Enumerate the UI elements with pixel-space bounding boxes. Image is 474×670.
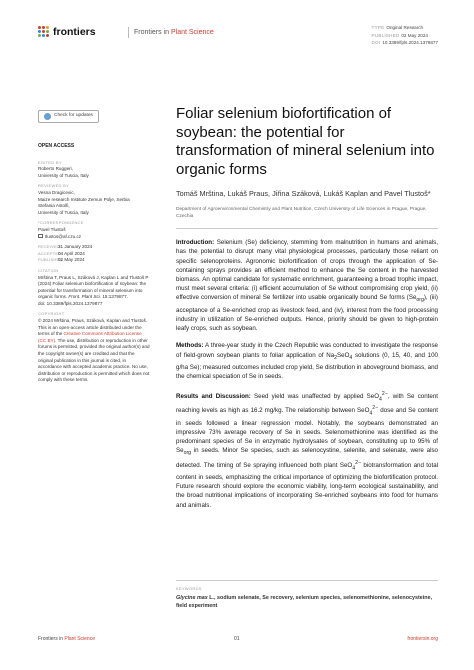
type-value: Original Research (386, 25, 424, 30)
accepted-value: 04 April 2024 (58, 250, 85, 256)
intro-heading: Introduction: (176, 239, 215, 247)
results-sup: 2− (355, 459, 361, 466)
editor-affil: University of Tuscia, Italy (38, 172, 89, 178)
reviewer-affil: University of Tuscia, Italy (38, 209, 89, 215)
reviewer-name: Vesna Dragicevic, (38, 189, 75, 195)
check-for-updates-button[interactable] (38, 110, 99, 123)
keywords-label: KEYWORDS (176, 586, 202, 591)
published-value: 02 May 2024 (58, 257, 85, 263)
results-sub: 4 (352, 464, 356, 471)
copyright-text: © 2024 Mrština, Praus, Száková, Kaplan and Tlustoš. This is an open-access article distributed under the terms of the (38, 318, 148, 337)
results-text: Seed yield was unaffected by applied SeO (250, 392, 380, 400)
editor-name: Roberto Ruggeri, (38, 166, 73, 172)
methods-sub: 4 (349, 354, 353, 361)
correspondence-email[interactable]: tlustos@af.czu.cz (45, 233, 82, 239)
cc-by-link[interactable]: Creative Commons Attribution License (CC BY) (38, 331, 142, 343)
dates (38, 244, 150, 264)
keyword-species: Glycine max (176, 595, 208, 601)
citation-text: Mrština T, Praus L, Száková J, Kaplan L and Tlustoš P (2024) Foliar selenium biofortification of soybean: the potential for transformation of mineral selenium into organic forms. (38, 274, 149, 300)
journal-accent: Plant Science (170, 29, 214, 36)
correspondence-email-row[interactable] (38, 234, 150, 241)
page-header (38, 24, 438, 48)
accepted-key: ACCEPTED (38, 250, 62, 256)
citation (38, 275, 150, 308)
open-access-label: OPEN ACCESS (38, 143, 75, 149)
intro-text: Selenium (Se) deficiency, stemming from malnutrition in humans and animals, has the potential to disrupt many vital physiological processes, particularly those reliant on specific selenoproteins. Agronomic biofortification of crops through the application of Se-containing sprays provides an efficient method to enhance the Se content in the harvested biomass. An optimal candidate for systematic enrichment, guaranteeing a broad trophic impact, must meet several criteria: (i) efficient accumulation of Se without compromising crop yield, (ii) effective conversion of mineral Se fertilizer into usable organically bound Se forms (Se (176, 239, 438, 302)
methods-text: A three-year study in the Czech Republic was conducted to investigate the response of field-grown soybean plants to foliar application of Na (176, 342, 438, 359)
footer-site-link[interactable]: frontiersin.org (407, 636, 438, 642)
abstract-introduction (176, 238, 438, 333)
article-title: Foliar selenium biofortification of soybean: the potential for transformation of mineral selenium into organic forms (176, 105, 435, 178)
doi-key: DOI (371, 40, 381, 45)
affiliation: Department of Agroenvironmental Chemistry and Plant Nutrition, Czech University of Life Sciences in Prague, Prague, Czechia (176, 207, 438, 229)
logo-text: frontiers (53, 26, 96, 38)
methods-sub: 2 (334, 354, 338, 361)
update-icon (44, 113, 51, 120)
published-key: PUBLISHED (38, 257, 63, 263)
copyright (38, 318, 150, 384)
published-value: 02 May 2024 (401, 32, 428, 38)
frontiers-logo[interactable] (38, 26, 96, 38)
sidebar (38, 110, 150, 388)
results-sup: 2− (372, 405, 379, 411)
citation-volume: 15:1379877. (101, 294, 128, 300)
mail-icon (38, 234, 43, 238)
citation-journal: Front. Plant Sci. (68, 294, 102, 300)
abstract-methods (176, 341, 438, 381)
results-sub: 4 (369, 410, 373, 417)
results-sup: 2− (381, 390, 388, 397)
footer-journal-prefix: Frontiers in (38, 636, 65, 642)
methods-formula: SeO (337, 351, 350, 359)
correspondence-name: Pavel Tlustoš (38, 226, 66, 232)
reviewer-affil: Maize research Institute Zemun Polje, Serbia (38, 196, 130, 202)
page-number: 01 (234, 636, 240, 642)
reviewed-by (38, 190, 150, 216)
frontiers-logo-icon (38, 26, 50, 38)
keyword-list: L., sodium selenate, Se recovery, selenium species, selenomethionine, selenocysteine, field experiment (176, 595, 433, 609)
results-text: in seeds. Minor Se species, such as selenocystine, selenite, and selenate, were also detected. The timing of Se spraying influenced both plant SeO (176, 447, 438, 469)
edited-by-label: EDITED BY (38, 159, 62, 165)
abstract-results (176, 390, 438, 510)
intro-sub: org (416, 297, 424, 304)
header-divider (128, 27, 129, 38)
check-updates-label: Check for updates (54, 113, 93, 119)
article-meta (372, 24, 438, 47)
citation-doi[interactable]: doi: 10.3389/fpls.2024.1379877 (38, 300, 103, 306)
published-key: PUBLISHED (371, 32, 400, 38)
journal-name[interactable] (134, 29, 214, 36)
intro-text-2: ), (iii) acceptance of a Se-enriched crop as livestock feed, and (iv), interest from the food processing industry in utilization of Se-enriched outputs. Hence, priority should be given to high-protein leafy crops, such as soybean. (176, 294, 438, 333)
reviewer-name: Stefania Astolfi, (38, 203, 70, 209)
article-main (176, 105, 438, 518)
footer-journal[interactable] (38, 636, 95, 642)
correspondence (38, 227, 150, 240)
copyright-label: COPYRIGHT (38, 311, 65, 317)
edited-by (38, 166, 150, 179)
results-sub: 4 (379, 395, 382, 402)
received-value: 31 January 2024 (58, 244, 93, 250)
results-sub: org (183, 450, 192, 457)
results-text: dose and Se content in seeds followed a linear regression model. Notably, the soybeans demonstrated an impressive 73% average recovery of Se in seeds. Selenomethionine was identified as the predominant species of Se in enzymatic hydrolysates of soybean, constituting up to 95% of Se (176, 407, 439, 455)
type-key: TYPE (371, 25, 385, 30)
received-key: RECEIVED (38, 244, 61, 250)
citation-label: CITATION (38, 267, 59, 273)
doi-value[interactable]: 10.3389/fpls.2024.1379877 (382, 40, 438, 45)
author-list: Tomáš Mrština, Lukáš Praus, Jiřina Száková, Lukáš Kaplan and Pavel Tlustoš* (176, 189, 431, 198)
results-text: biotransformation and total content in seeds, emphasizing the critical importance of optimizing the biofortification protocol. Future research should explore the economic viability, long-term ecological sustainability, and the broad nutritional implications of incorporating Se-enriched soybeans into food for humans and animals. (176, 461, 439, 509)
results-text: , with Se content reaching levels as high as 16.2 mg/kg. The relationship between SeO (176, 392, 438, 415)
keywords-divider (176, 580, 438, 581)
correspondence-label: *CORRESPONDENCE (38, 220, 84, 226)
reviewed-by-label: REVIEWED BY (38, 183, 70, 189)
methods-heading: Methods: (176, 342, 204, 350)
footer-journal-accent: Plant Science (64, 636, 95, 642)
journal-prefix: Frontiers in (134, 29, 171, 36)
copyright-text-end: . The use, distribution or reproduction in other forums is permitted, provided the original author(s) and the copyright owner(s) are credited and that the original publication in this journal is cited, in accordance with accepted academic practice. No use, distribution or reproduction is permitted which does not comply with these terms. (38, 337, 150, 383)
keywords (176, 594, 438, 610)
results-heading: Results and Discussion: (176, 392, 251, 400)
abstract (176, 238, 438, 510)
methods-text-2: solutions (0, 15, 40, and 100 g/ha Se); measured outcomes included crop yield, Se distribution in aboveground biomass, and the chemical speciation of Se in seeds. (176, 351, 438, 381)
